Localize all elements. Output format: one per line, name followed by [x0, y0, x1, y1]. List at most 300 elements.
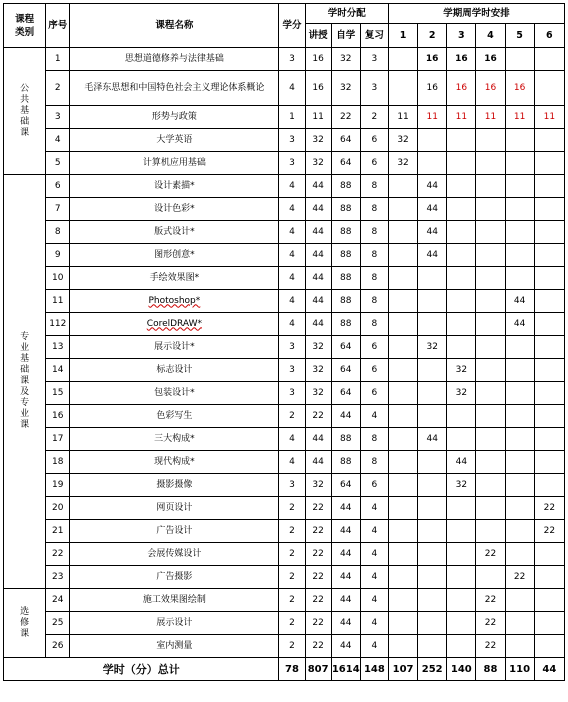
row-semester-3: [447, 635, 476, 658]
row-self-study: 22: [331, 106, 360, 129]
table-row: [4, 106, 565, 129]
row-self-study: 64: [331, 359, 360, 382]
row-course-name: 现代构成*: [70, 451, 279, 474]
row-lecture: 16: [305, 71, 331, 106]
row-semester-2: 44: [418, 244, 447, 267]
row-semester-3: [447, 313, 476, 336]
row-semester-5: [505, 244, 534, 267]
row-semester-4: [476, 244, 505, 267]
row-seq: 2: [46, 71, 70, 106]
row-semester-5: [505, 497, 534, 520]
row-course-name: 计算机应用基础: [70, 152, 279, 175]
row-credit: 2: [279, 543, 305, 566]
row-semester-5: 11: [505, 106, 534, 129]
row-semester-3: [447, 543, 476, 566]
spellcheck-underline: Photoshop*: [148, 295, 201, 306]
row-course-name: 设计素描*: [70, 175, 279, 198]
row-self-study: 44: [331, 543, 360, 566]
row-semester-5: [505, 451, 534, 474]
row-seq: 15: [46, 382, 70, 405]
row-lecture: 16: [305, 48, 331, 71]
total-semester-4: 88: [476, 658, 505, 681]
row-semester-3: [447, 175, 476, 198]
row-self-study: 88: [331, 267, 360, 290]
curriculum-body: [4, 48, 565, 681]
row-review: 6: [360, 382, 388, 405]
total-lecture: 807: [305, 658, 331, 681]
row-semester-5: [505, 589, 534, 612]
row-credit: 2: [279, 497, 305, 520]
row-semester-2: [418, 543, 447, 566]
row-credit: 3: [279, 474, 305, 497]
row-semester-6: [534, 428, 564, 451]
row-review: 4: [360, 612, 388, 635]
row-course-name: 手绘效果图*: [70, 267, 279, 290]
row-self-study: 44: [331, 635, 360, 658]
row-lecture: 44: [305, 244, 331, 267]
row-review: 8: [360, 198, 388, 221]
row-seq: 6: [46, 175, 70, 198]
header-semester-2: 2: [418, 24, 447, 48]
row-course-name: 图形创意*: [70, 244, 279, 267]
row-semester-4: [476, 474, 505, 497]
row-credit: 4: [279, 267, 305, 290]
row-semester-1: [388, 474, 417, 497]
row-self-study: 64: [331, 152, 360, 175]
row-seq: 14: [46, 359, 70, 382]
row-lecture: 22: [305, 520, 331, 543]
row-semester-1: [388, 175, 417, 198]
row-semester-1: [388, 428, 417, 451]
row-semester-6: 22: [534, 497, 564, 520]
total-credit: 78: [279, 658, 305, 681]
row-semester-4: [476, 267, 505, 290]
table-row: [4, 129, 565, 152]
row-self-study: 44: [331, 497, 360, 520]
row-semester-2: [418, 635, 447, 658]
row-semester-4: [476, 382, 505, 405]
row-review: 8: [360, 221, 388, 244]
row-semester-6: [534, 198, 564, 221]
table-row: [4, 71, 565, 106]
row-semester-4: [476, 152, 505, 175]
row-semester-1: [388, 244, 417, 267]
row-credit: 4: [279, 451, 305, 474]
row-semester-6: [534, 129, 564, 152]
row-lecture: 44: [305, 221, 331, 244]
total-self: 1614: [331, 658, 360, 681]
table-row: [4, 175, 565, 198]
row-semester-5: [505, 198, 534, 221]
row-semester-3: [447, 152, 476, 175]
row-credit: 4: [279, 71, 305, 106]
row-self-study: 88: [331, 175, 360, 198]
table-row: [4, 221, 565, 244]
row-course-name: 展示设计: [70, 612, 279, 635]
row-semester-3: [447, 129, 476, 152]
row-semester-3: [447, 428, 476, 451]
row-lecture: 44: [305, 313, 331, 336]
table-row: [4, 497, 565, 520]
row-semester-3: 32: [447, 382, 476, 405]
row-semester-2: [418, 313, 447, 336]
row-semester-2: 11: [418, 106, 447, 129]
row-semester-2: [418, 589, 447, 612]
row-semester-2: 44: [418, 175, 447, 198]
row-semester-2: [418, 405, 447, 428]
category-professional-label: 专业基础课及专业课: [20, 332, 30, 430]
row-lecture: 22: [305, 635, 331, 658]
row-semester-2: 44: [418, 198, 447, 221]
row-self-study: 64: [331, 382, 360, 405]
row-seq: 112: [46, 313, 70, 336]
row-semester-2: 44: [418, 221, 447, 244]
row-course-name: 三大构成*: [70, 428, 279, 451]
row-semester-4: [476, 520, 505, 543]
row-semester-4: [476, 313, 505, 336]
row-course-name: 广告摄影: [70, 566, 279, 589]
row-credit: 3: [279, 336, 305, 359]
row-semester-5: [505, 152, 534, 175]
row-semester-3: [447, 520, 476, 543]
row-semester-3: [447, 589, 476, 612]
header-review: 复习: [360, 24, 388, 48]
row-semester-2: 44: [418, 428, 447, 451]
row-semester-1: [388, 635, 417, 658]
row-seq: 13: [46, 336, 70, 359]
total-review: 148: [360, 658, 388, 681]
row-semester-2: [418, 451, 447, 474]
row-course-name: 包装设计*: [70, 382, 279, 405]
table-row: [4, 428, 565, 451]
row-semester-6: [534, 290, 564, 313]
table-row: [4, 152, 565, 175]
row-review: 8: [360, 175, 388, 198]
row-course-name: [70, 290, 279, 313]
row-semester-4: [476, 566, 505, 589]
row-seq: 26: [46, 635, 70, 658]
table-row: [4, 635, 565, 658]
total-semester-2: 252: [418, 658, 447, 681]
row-semester-1: [388, 71, 417, 106]
row-semester-2: [418, 612, 447, 635]
row-semester-4: [476, 428, 505, 451]
row-semester-6: [534, 405, 564, 428]
row-lecture: 44: [305, 175, 331, 198]
row-course-name: 施工效果图绘制: [70, 589, 279, 612]
row-review: 8: [360, 267, 388, 290]
header-semester-1: 1: [388, 24, 417, 48]
total-semester-3: 140: [447, 658, 476, 681]
row-semester-4: [476, 497, 505, 520]
table-row: [4, 313, 565, 336]
row-credit: 4: [279, 313, 305, 336]
row-lecture: 32: [305, 336, 331, 359]
row-semester-5: 44: [505, 290, 534, 313]
row-semester-2: [418, 474, 447, 497]
table-row: [4, 382, 565, 405]
row-semester-3: [447, 198, 476, 221]
row-semester-1: 32: [388, 129, 417, 152]
row-self-study: 88: [331, 244, 360, 267]
row-semester-5: [505, 543, 534, 566]
row-lecture: 32: [305, 474, 331, 497]
total-row: [4, 658, 565, 681]
table-row: [4, 405, 565, 428]
row-lecture: 32: [305, 382, 331, 405]
row-semester-4: [476, 175, 505, 198]
row-semester-5: [505, 129, 534, 152]
total-semester-6: 44: [534, 658, 564, 681]
row-review: 4: [360, 635, 388, 658]
row-review: 3: [360, 71, 388, 106]
row-course-name: 思想道德修养与法律基础: [70, 48, 279, 71]
row-semester-6: [534, 71, 564, 106]
row-review: 2: [360, 106, 388, 129]
row-semester-1: [388, 267, 417, 290]
total-label: 学时（分）总计: [4, 658, 279, 681]
spellcheck-underline: CorelDRAW*: [146, 318, 202, 329]
row-semester-5: [505, 405, 534, 428]
total-semester-1: 107: [388, 658, 417, 681]
row-semester-3: 44: [447, 451, 476, 474]
table-row: [4, 474, 565, 497]
row-course-name: 形势与政策: [70, 106, 279, 129]
row-semester-2: [418, 267, 447, 290]
row-semester-3: 32: [447, 359, 476, 382]
row-semester-4: 22: [476, 543, 505, 566]
header-self-study: 自学: [331, 24, 360, 48]
row-semester-1: [388, 198, 417, 221]
row-seq: 20: [46, 497, 70, 520]
table-row: [4, 451, 565, 474]
header-category: [4, 4, 46, 48]
row-semester-1: [388, 520, 417, 543]
row-self-study: 88: [331, 198, 360, 221]
row-semester-3: 16: [447, 71, 476, 106]
row-seq: 3: [46, 106, 70, 129]
row-credit: 4: [279, 244, 305, 267]
category-professional: [4, 175, 46, 589]
row-semester-4: [476, 451, 505, 474]
row-semester-4: 22: [476, 635, 505, 658]
row-review: 4: [360, 543, 388, 566]
row-semester-2: 16: [418, 48, 447, 71]
row-lecture: 11: [305, 106, 331, 129]
row-semester-1: [388, 451, 417, 474]
row-seq: 16: [46, 405, 70, 428]
row-semester-6: [534, 175, 564, 198]
row-lecture: 44: [305, 267, 331, 290]
row-seq: 21: [46, 520, 70, 543]
row-semester-5: [505, 474, 534, 497]
row-semester-6: [534, 382, 564, 405]
row-semester-6: [534, 589, 564, 612]
row-seq: 17: [46, 428, 70, 451]
row-semester-2: [418, 290, 447, 313]
header-lecture: 讲授: [305, 24, 331, 48]
row-review: 4: [360, 520, 388, 543]
row-semester-4: [476, 129, 505, 152]
row-credit: 3: [279, 48, 305, 71]
row-credit: 3: [279, 152, 305, 175]
row-semester-6: [534, 359, 564, 382]
row-semester-2: [418, 129, 447, 152]
row-lecture: 22: [305, 405, 331, 428]
row-seq: 5: [46, 152, 70, 175]
row-semester-1: [388, 405, 417, 428]
row-semester-5: [505, 382, 534, 405]
row-review: 8: [360, 428, 388, 451]
row-lecture: 22: [305, 497, 331, 520]
row-semester-6: [534, 451, 564, 474]
row-self-study: 64: [331, 336, 360, 359]
row-self-study: 44: [331, 566, 360, 589]
row-semester-1: [388, 359, 417, 382]
row-self-study: 32: [331, 48, 360, 71]
table-row: [4, 520, 565, 543]
row-semester-3: 16: [447, 48, 476, 71]
row-semester-1: [388, 543, 417, 566]
table-row: [4, 589, 565, 612]
row-semester-2: [418, 497, 447, 520]
total-semester-5: 110: [505, 658, 534, 681]
table-row: [4, 359, 565, 382]
row-semester-4: [476, 336, 505, 359]
category-public-label: 公共基础课: [20, 83, 30, 138]
row-semester-4: [476, 221, 505, 244]
row-seq: 4: [46, 129, 70, 152]
row-lecture: 32: [305, 129, 331, 152]
row-review: 6: [360, 336, 388, 359]
row-seq: 22: [46, 543, 70, 566]
row-semester-1: [388, 612, 417, 635]
row-review: 4: [360, 589, 388, 612]
row-semester-3: [447, 244, 476, 267]
row-semester-5: 22: [505, 566, 534, 589]
row-semester-6: [534, 612, 564, 635]
header-semester-6: 6: [534, 24, 564, 48]
row-semester-4: [476, 198, 505, 221]
row-semester-5: [505, 175, 534, 198]
row-seq: 11: [46, 290, 70, 313]
row-review: 8: [360, 451, 388, 474]
row-semester-6: [534, 48, 564, 71]
row-self-study: 32: [331, 71, 360, 106]
row-semester-2: 32: [418, 336, 447, 359]
row-course-name: 设计色彩*: [70, 198, 279, 221]
header-category-label: 课程类别: [15, 13, 35, 38]
row-semester-5: 44: [505, 313, 534, 336]
row-lecture: 22: [305, 612, 331, 635]
row-credit: 3: [279, 359, 305, 382]
row-semester-6: [534, 336, 564, 359]
row-credit: 4: [279, 175, 305, 198]
header-semester-4: 4: [476, 24, 505, 48]
row-semester-3: [447, 221, 476, 244]
row-review: 8: [360, 313, 388, 336]
row-seq: 18: [46, 451, 70, 474]
row-semester-6: [534, 313, 564, 336]
header-semester-group: 学期周学时安排: [388, 4, 564, 24]
row-course-name: 毛泽东思想和中国特色社会主义理论体系概论: [70, 71, 279, 106]
row-lecture: 22: [305, 589, 331, 612]
row-semester-6: [534, 635, 564, 658]
row-semester-5: [505, 336, 534, 359]
row-seq: 23: [46, 566, 70, 589]
row-semester-6: [534, 221, 564, 244]
row-semester-5: [505, 520, 534, 543]
row-credit: 4: [279, 221, 305, 244]
row-review: 3: [360, 48, 388, 71]
row-seq: 8: [46, 221, 70, 244]
row-credit: 2: [279, 635, 305, 658]
row-semester-4: [476, 290, 505, 313]
row-semester-6: [534, 566, 564, 589]
row-credit: 2: [279, 589, 305, 612]
row-course-name: 色彩写生: [70, 405, 279, 428]
header-credit: 学分: [279, 4, 305, 48]
row-semester-6: 22: [534, 520, 564, 543]
row-semester-1: [388, 382, 417, 405]
row-semester-4: 11: [476, 106, 505, 129]
header-semester-3: 3: [447, 24, 476, 48]
row-lecture: 22: [305, 543, 331, 566]
row-semester-3: [447, 497, 476, 520]
row-lecture: 32: [305, 359, 331, 382]
row-self-study: 88: [331, 290, 360, 313]
row-semester-5: [505, 428, 534, 451]
row-self-study: 88: [331, 313, 360, 336]
table-row: [4, 566, 565, 589]
row-semester-1: [388, 48, 417, 71]
row-review: 4: [360, 566, 388, 589]
row-self-study: 44: [331, 520, 360, 543]
row-course-name: 版式设计*: [70, 221, 279, 244]
category-elective: [4, 589, 46, 658]
curriculum-table: [3, 3, 565, 681]
row-semester-4: 16: [476, 48, 505, 71]
row-seq: 1: [46, 48, 70, 71]
row-semester-3: [447, 566, 476, 589]
category-elective-label: 选修课: [20, 606, 30, 639]
row-semester-5: 16: [505, 71, 534, 106]
row-semester-2: [418, 359, 447, 382]
row-self-study: 44: [331, 589, 360, 612]
row-self-study: 88: [331, 221, 360, 244]
curriculum-table-wrapper: [3, 3, 565, 681]
row-semester-1: [388, 497, 417, 520]
row-semester-1: [388, 336, 417, 359]
row-semester-3: 11: [447, 106, 476, 129]
row-review: 4: [360, 405, 388, 428]
row-course-name: 室内测量: [70, 635, 279, 658]
row-self-study: 88: [331, 451, 360, 474]
row-review: 6: [360, 152, 388, 175]
row-course-name: 网页设计: [70, 497, 279, 520]
row-lecture: 44: [305, 198, 331, 221]
row-semester-2: [418, 566, 447, 589]
row-review: 8: [360, 244, 388, 267]
row-semester-2: [418, 382, 447, 405]
row-semester-3: [447, 336, 476, 359]
row-seq: 9: [46, 244, 70, 267]
row-credit: 2: [279, 566, 305, 589]
row-semester-5: [505, 359, 534, 382]
row-course-name: [70, 313, 279, 336]
row-semester-1: 32: [388, 152, 417, 175]
row-seq: 7: [46, 198, 70, 221]
